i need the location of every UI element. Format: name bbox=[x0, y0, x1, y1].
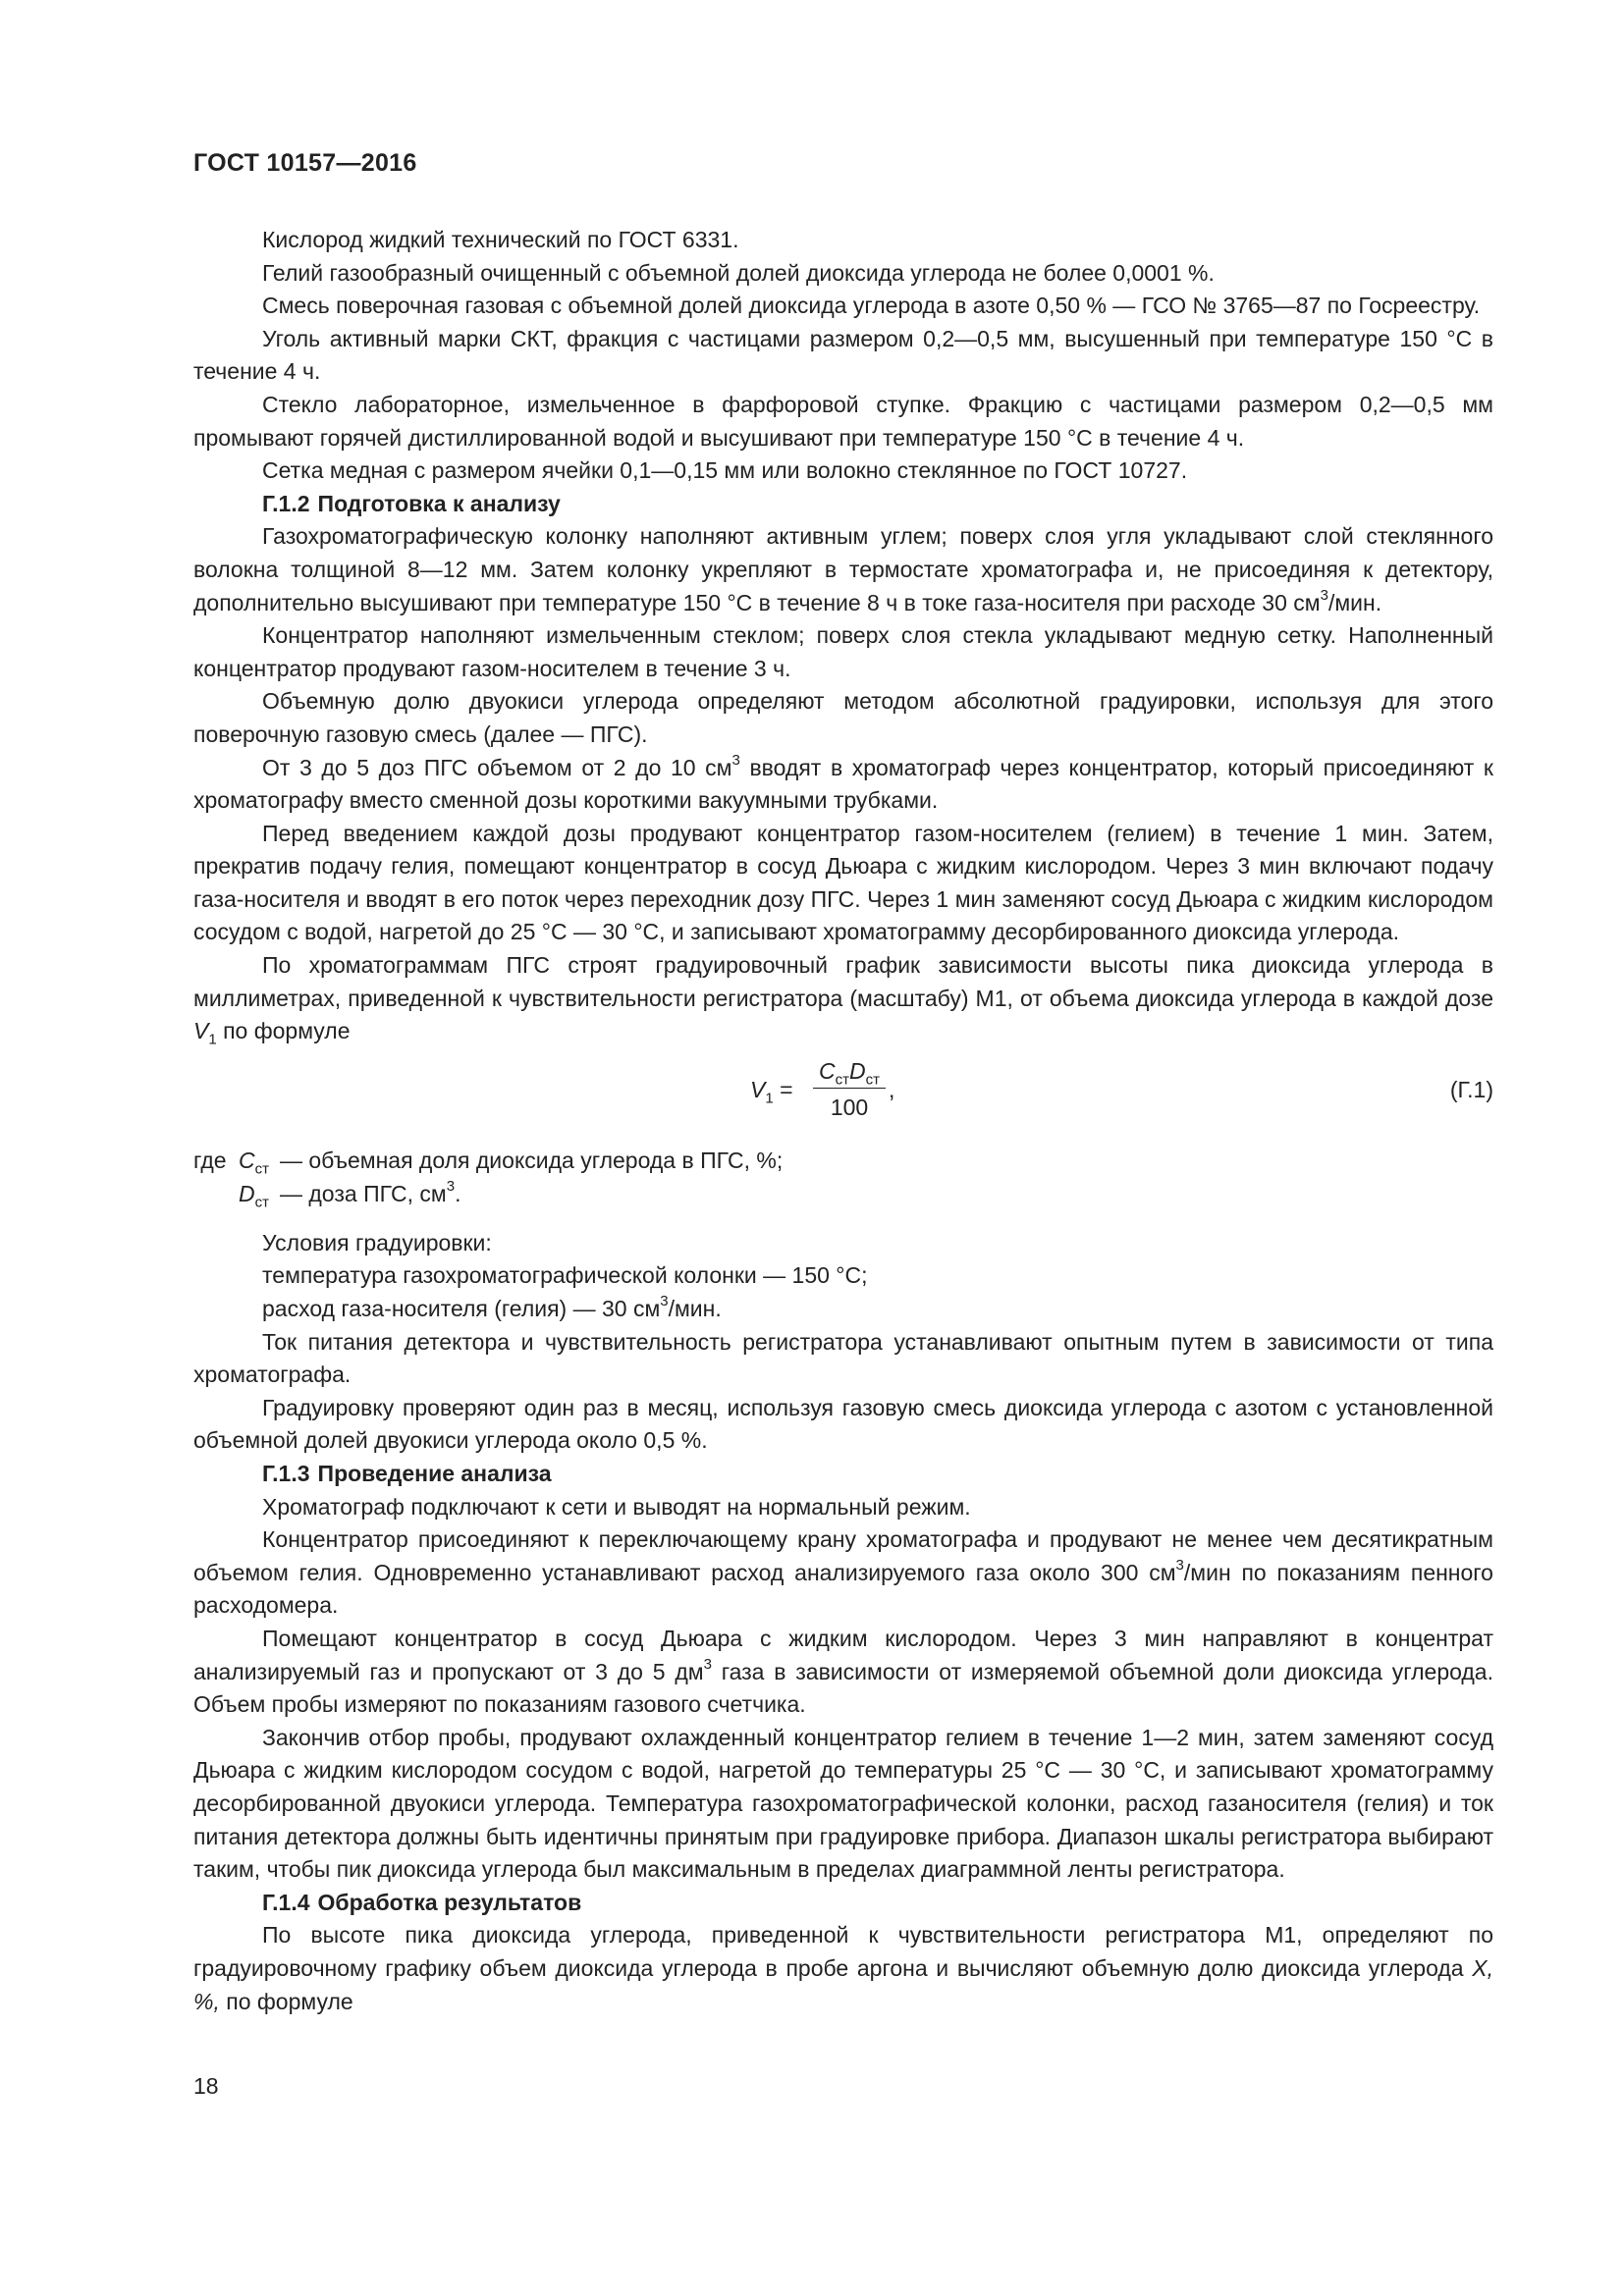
paragraph: Закончив отбор пробы, продувают охлажденный концентратор гелием в течение 1—2 мин, затем заменяют сосуд Дьюара с жидким кислородом сосудом с водой, нагретой до температуры 25 °С — 30 °С, и записывают хроматограмму десорбированной двуокиси углерода. Температура газохроматографической колонки, расход газаносителя (гелия) и ток питания детектора должны быть идентичны принятым при градуировке прибора. Диапазон шкалы регистратора выбирают таким, чтобы пик диоксида углерода был максимальным в пределах диаграммной ленты регистратора. bbox=[193, 1724, 1493, 1883]
reagent-item: Уголь активный марки СКТ, фракция с частицами размером 0,2—0,5 мм, высушенный при температуре 150 °С в течение 4 ч. bbox=[193, 325, 1493, 385]
reagent-item: Сетка медная с размером ячейки 0,1—0,15 мм или волокно стеклянное по ГОСТ 10727. bbox=[262, 457, 1188, 484]
where-symbol-d: $D_{ст}$ bbox=[239, 1180, 269, 1211]
where-label: где bbox=[193, 1147, 227, 1173]
document-body bbox=[193, 224, 1493, 2018]
reagent-item: Стекло лабораторное, измельченное в фарфоровой ступке. Фракцию с частицами размером 0,2—0,5 мм промывают горячей дистиллированной водой и высушивают при температуре 150 °С в течение 4 ч. bbox=[193, 391, 1493, 451]
document-header-id: ГОСТ 10157—2016 bbox=[193, 149, 417, 177]
where-text-c: — объемная доля диоксида углерода в ПГС, %; bbox=[280, 1147, 784, 1173]
condition-item: расход газа-носителя (гелия) — 30 $см^3$/мин. bbox=[262, 1293, 722, 1322]
paragraph: По высоте пика диоксида углерода, приведенной к чувствительности регистратора М1, определяют по градуировочному графику объем диоксида углерода в пробе аргона и вычисляют объемную долю диоксида углерода X, %, по формуле bbox=[193, 1922, 1493, 2014]
where-text-d: — доза ПГС, $см^3$. bbox=[280, 1178, 461, 1206]
conditions-title: Условия градуировки: bbox=[262, 1229, 492, 1255]
paragraph: Перед введением каждой дозы продувают концентратор газом-носителем (гелием) в течение 1 мин. Затем, прекратив подачу гелия, помещают концентратор в сосуд Дьюара с жидким кислородом. Через 3 мин включают подачу газа-носителя и вводят в его поток через переходник дозу ПГС. Через 1 мин заменяют сосуд Дьюара с жидким кислородом сосудом с водой, нагретой до 25 °С — 30 °С, и записывают хроматограмму десорбированного диоксида углерода. bbox=[193, 820, 1493, 945]
section-heading-g13 bbox=[193, 1458, 1493, 1491]
section-title: Обработка результатов bbox=[317, 1889, 582, 1915]
where-clause-c bbox=[193, 1145, 1493, 1178]
condition-item: температура газохроматографической колонки — 150 °С; bbox=[262, 1262, 868, 1289]
section-title: Подготовка к анализу bbox=[317, 490, 561, 516]
formula-fraction bbox=[813, 1056, 886, 1122]
paragraph: Помещают концентратор в сосуд Дьюара с жидким кислородом. Через 3 мин направляют в концентрат анализируемый газ и пропускают от 3 до 5 $дм^3$ газа в зависимости от измеряемой объемной доли диоксида углерода. Объем пробы измеряют по показаниям газового счетчика. bbox=[193, 1625, 1493, 1718]
paragraph: По хроматограммам ПГС строят градуировочный график зависимости высоты пика диоксида углерода в миллиметрах, приведенной к чувствительности регистратора (масштабу) М1, от объема диоксида углерода в каждой дозе $V_1$ по формуле bbox=[193, 952, 1493, 1048]
paragraph: Газохроматографическую колонку наполняют активным углем; поверх слоя угля укладывают слой стеклянного волокна толщиной 8—12 мм. Затем колонку укрепляют в термостате хроматографа и, не присоединяя к детектору, дополнительно высушивают при температуре 150 °С в течение 8 ч в токе газа-носителя при расходе 30 $см^3$/мин. bbox=[193, 523, 1493, 615]
section-heading-g12 bbox=[193, 488, 1493, 521]
formula-lhs: $V_1$ = bbox=[750, 1076, 793, 1107]
formula-comma: , bbox=[889, 1076, 895, 1102]
reagent-item: Смесь поверочная газовая с объемной долей диоксида углерода в азоте 0,50 % — ГСО № 3765—87 по Госреестру. bbox=[262, 293, 1481, 319]
reagent-item: Кислород жидкий технический по ГОСТ 6331. bbox=[262, 227, 739, 252]
where-clause-d bbox=[193, 1178, 1493, 1211]
formula-denominator: 100 bbox=[830, 1094, 869, 1120]
section-number: Г.1.4 bbox=[262, 1889, 310, 1915]
formula-g1 bbox=[193, 1056, 1493, 1127]
formula-numerator: $C_{ст}D_{ст}$ bbox=[813, 1056, 886, 1089]
section-heading-g14 bbox=[193, 1887, 1493, 1920]
paragraph: Градуировку проверяют один раз в месяц, используя газовую смесь диоксида углерода с азотом с установленной объемной долей двуокиси углерода около 0,5 %. bbox=[193, 1394, 1493, 1454]
paragraph: Концентратор наполняют измельченным стеклом; поверх слоя стекла укладывают медную сетку. Наполненный концентратор продувают газом-носителем в течение 3 ч. bbox=[193, 622, 1493, 681]
where-symbol-c: $C_{ст}$ bbox=[239, 1147, 269, 1178]
section-number: Г.1.3 bbox=[262, 1461, 310, 1486]
paragraph: Ток питания детектора и чувствительность регистратора устанавливают опытным путем в зависимости от типа хроматографа. bbox=[193, 1328, 1493, 1388]
paragraph: Объемную долю двуокиси углерода определяют методом абсолютной градуировки, используя для этого поверочную газовую смесь (далее — ПГС). bbox=[193, 688, 1493, 747]
paragraph: От 3 до 5 доз ПГС объемом от 2 до 10 $см^3$ вводят в хроматограф через концентратор, который присоединяют к хроматографу вместо сменной дозы короткими вакуумными трубками. bbox=[193, 751, 1493, 814]
paragraph: Хроматограф подключают к сети и выводят на нормальный режим. bbox=[262, 1493, 971, 1520]
paragraph: Концентратор присоединяют к переключающему крану хроматографа и продувают не менее чем десятикратным объемом гелия. Одновременно устанавливают расход анализируемого газа около 300 $см^3$/мин по показаниям пенного расходомера. bbox=[193, 1526, 1493, 1619]
formula-number: (Г.1) bbox=[1449, 1076, 1493, 1102]
section-title: Проведение анализа bbox=[317, 1461, 552, 1486]
page-number: 18 bbox=[193, 2073, 219, 2099]
section-number: Г.1.2 bbox=[262, 490, 310, 516]
reagent-item: Гелий газообразный очищенный с объемной долей диоксида углерода не более 0,0001 %. bbox=[262, 259, 1215, 286]
